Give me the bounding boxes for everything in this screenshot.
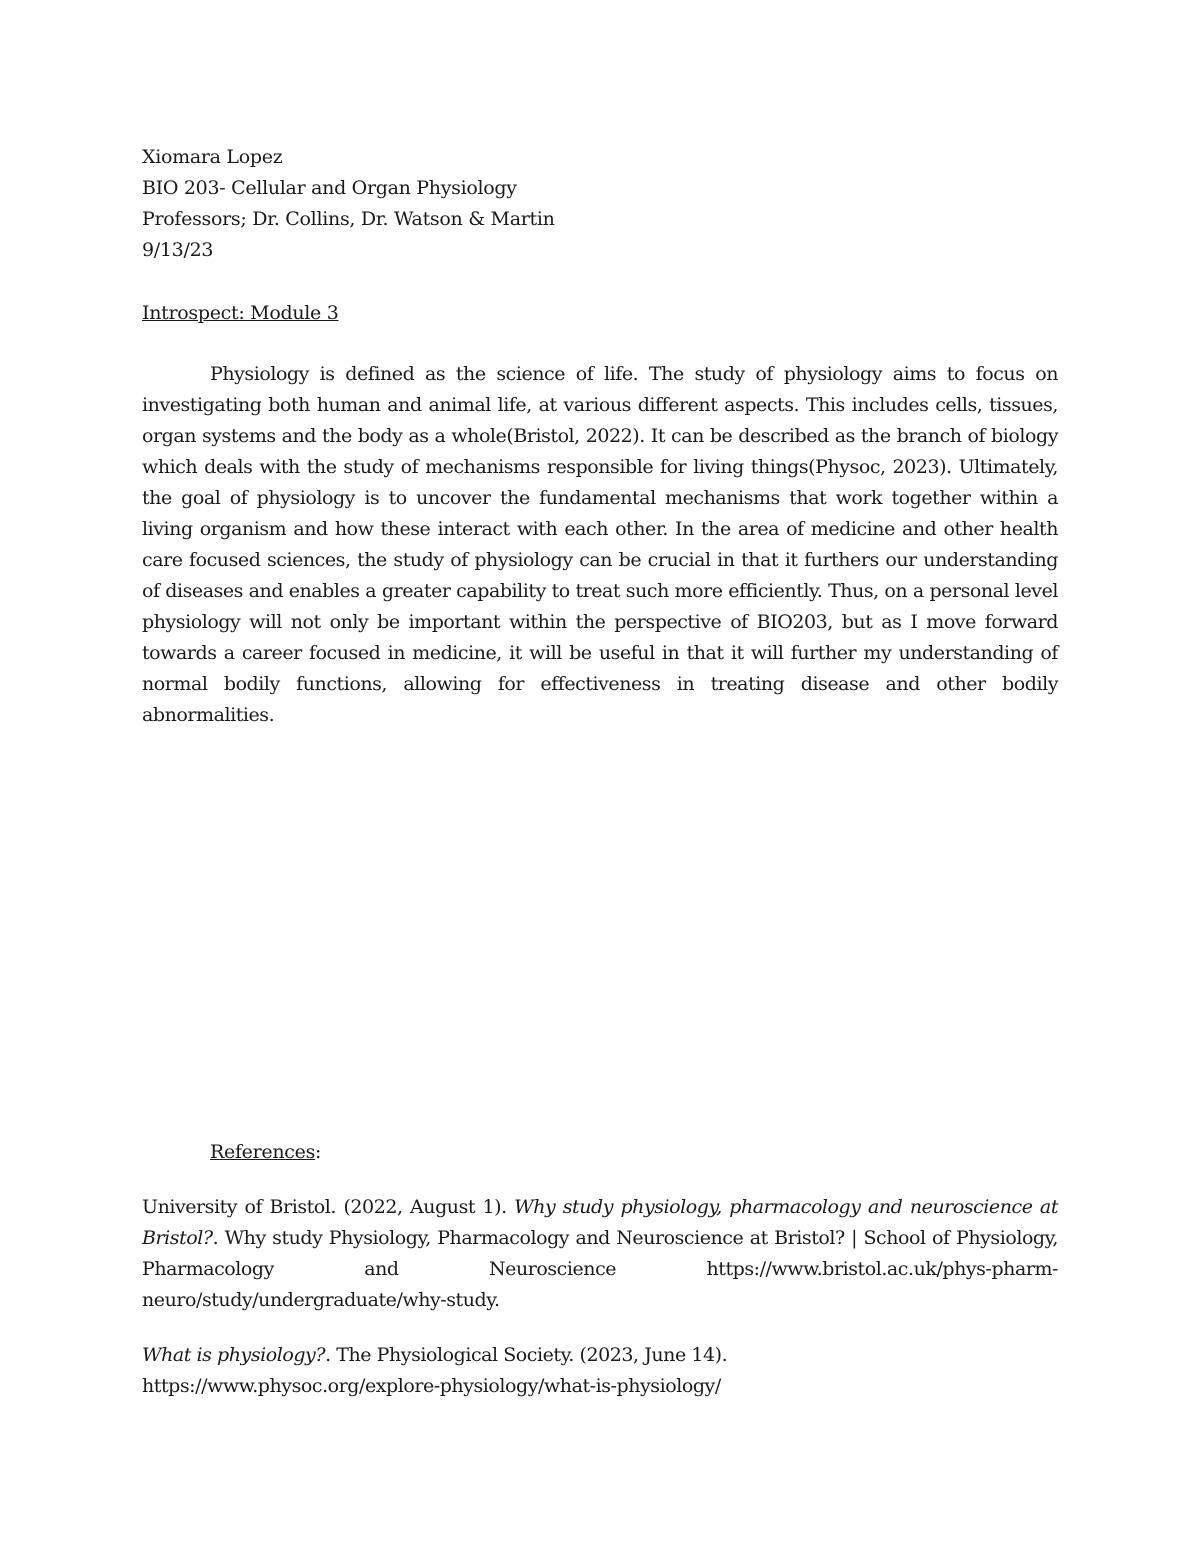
reference-2-url[interactable]: https://www.physoc.org/explore-physiology/what-is-physiology/	[142, 1375, 721, 1397]
references-heading	[210, 1137, 321, 1168]
reference-item	[142, 1192, 1058, 1316]
reference-2-details: . The Physiological Society. (2023, June 14).	[325, 1344, 728, 1366]
reference-item	[142, 1340, 1058, 1402]
body-paragraph: Physiology is defined as the science of life. The study of physiology aims to focus on investigating both human and animal life, at various different aspects. This includes cells, tissues, organ systems and the body as a whole(Bristol, 2022). It can be described as the branch of biology which deals with the study of mechanisms responsible for living things(Physoc, 2023). Ultimately, the goal of physiology is to uncover the fundamental mechanisms that work together within a living organism and how these interact with each other. In the area of medicine and other health care focused sciences, the study of physiology can be crucial in that it furthers our understanding of diseases and enables a greater capability to treat such more efficiently. Thus, on a personal level physiology will not only be important within the perspective of BIO203, but as I move forward towards a career focused in medicine, it will be useful in that it will further my understanding of normal bodily functions, allowing for effectiveness in treating disease and other bodily abnormalities.	[142, 363, 1058, 726]
professors-line: Professors; Dr. Collins, Dr. Watson & Martin	[142, 208, 555, 230]
reference-1-details: . Why study Physiology, Pharmacology and Neuroscience at Bristol? | School of Physiology, Pharmacology and Neuroscience	[142, 1227, 1058, 1280]
course-name: BIO 203- Cellular and Organ Physiology	[142, 177, 517, 199]
reference-1-prefix: University of Bristol. (2022, August 1).	[142, 1196, 515, 1218]
author-name: Xiomara Lopez	[142, 146, 283, 168]
document-date: 9/13/23	[142, 239, 214, 261]
reference-1-title: Why study physiology, pharmacology and neuroscience at Bristol?	[142, 1196, 1058, 1249]
reference-1-url[interactable]: https://www.bristol.ac.uk/phys-pharm-neuro/study/undergraduate/why-study.	[142, 1258, 1058, 1311]
references-heading-text: References	[210, 1141, 316, 1163]
document-title: Introspect: Module 3	[142, 302, 339, 324]
document-header	[142, 142, 555, 266]
references-heading-colon: :	[315, 1141, 322, 1163]
reference-2-title: What is physiology?	[142, 1344, 326, 1366]
